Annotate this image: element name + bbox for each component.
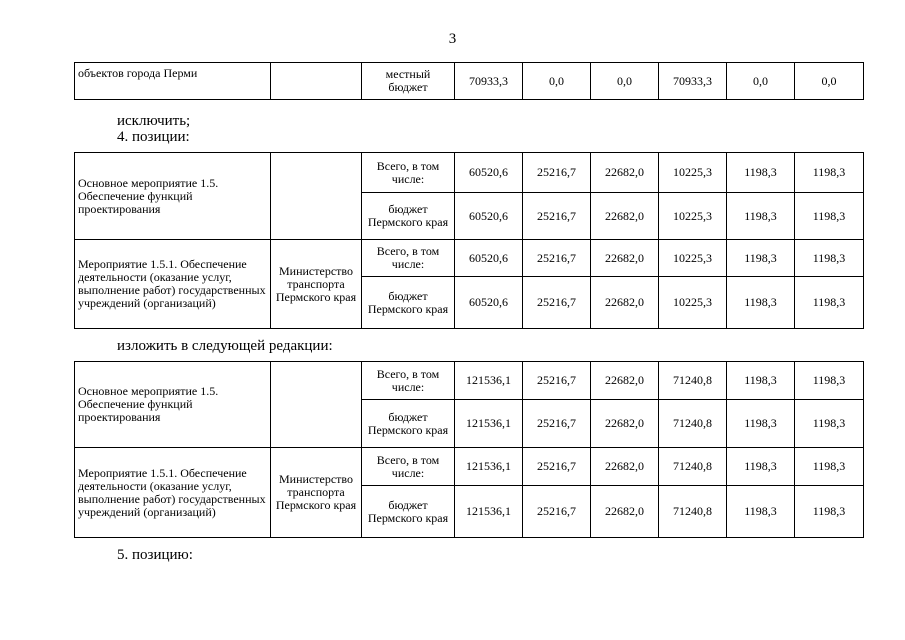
value-cell: 1198,3 (727, 277, 795, 329)
value-cell: 25216,7 (523, 240, 591, 277)
value-cell: 22682,0 (591, 153, 659, 193)
value-cell: 22682,0 (591, 400, 659, 448)
value-cell: 71240,8 (659, 362, 727, 400)
value-cell: 0,0 (523, 63, 591, 100)
value-cell: 22682,0 (591, 362, 659, 400)
row-source: бюджет Пермского края (362, 193, 455, 240)
value-cell: 25216,7 (523, 277, 591, 329)
page-number: 3 (448, 31, 457, 47)
main-event-executor (271, 362, 362, 448)
main-event-name: Основное мероприятие 1.5. Обеспечение функций проектирования (75, 362, 271, 448)
value-cell: 25216,7 (523, 362, 591, 400)
value-cell: 22682,0 (591, 448, 659, 486)
value-cell: 1198,3 (795, 277, 864, 329)
value-cell: 1198,3 (727, 153, 795, 193)
value-cell: 1198,3 (727, 240, 795, 277)
instruction-new-edition: изложить в следующей редакции: (117, 338, 333, 354)
value-cell: 1198,3 (795, 400, 864, 448)
value-cell: 1198,3 (727, 448, 795, 486)
top-table (74, 62, 864, 100)
main-event-name: Основное мероприятие 1.5. Обеспечение функций проектирования (75, 153, 271, 240)
value-cell: 60520,6 (455, 277, 523, 329)
table-new (74, 361, 864, 538)
row-source: Всего, в том числе: (362, 362, 455, 400)
main-event-executor (271, 153, 362, 240)
value-cell: 25216,7 (523, 153, 591, 193)
value-cell: 121536,1 (455, 486, 523, 538)
value-cell: 10225,3 (659, 277, 727, 329)
value-cell: 1198,3 (795, 240, 864, 277)
value-cell: 25216,7 (523, 400, 591, 448)
instruction-exclude: исключить; (117, 113, 191, 129)
row-source: местный бюджет (362, 63, 455, 100)
value-cell: 1198,3 (727, 486, 795, 538)
row-source: бюджет Пермского края (362, 400, 455, 448)
value-cell: 1198,3 (727, 193, 795, 240)
row-source: Всего, в том числе: (362, 448, 455, 486)
value-cell: 25216,7 (523, 193, 591, 240)
sub-event-name: Мероприятие 1.5.1. Обеспечение деятельности (оказание услуг, выполнение работ) государственных учреждений (организаций) (75, 448, 271, 538)
sub-event-executor: Министерство транспорта Пермского края (271, 240, 362, 329)
value-cell: 1198,3 (795, 486, 864, 538)
value-cell: 60520,6 (455, 240, 523, 277)
value-cell: 70933,3 (659, 63, 727, 100)
value-cell: 70933,3 (455, 63, 523, 100)
value-cell: 1198,3 (727, 400, 795, 448)
value-cell: 10225,3 (659, 240, 727, 277)
value-cell: 1198,3 (795, 362, 864, 400)
value-cell: 71240,8 (659, 486, 727, 538)
value-cell: 1198,3 (795, 153, 864, 193)
value-cell: 0,0 (795, 63, 864, 100)
table-old (74, 152, 864, 329)
row-source: бюджет Пермского края (362, 486, 455, 538)
value-cell: 1198,3 (795, 448, 864, 486)
value-cell: 121536,1 (455, 448, 523, 486)
row-source: бюджет Пермского края (362, 277, 455, 329)
sub-event-name: Мероприятие 1.5.1. Обеспечение деятельности (оказание услуг, выполнение работ) государственных учреждений (организаций) (75, 240, 271, 329)
value-cell: 1198,3 (795, 193, 864, 240)
row-executor (271, 63, 362, 100)
instruction-positions-4: 4. позиции: (117, 129, 190, 145)
value-cell: 71240,8 (659, 448, 727, 486)
value-cell: 60520,6 (455, 193, 523, 240)
value-cell: 121536,1 (455, 400, 523, 448)
value-cell: 71240,8 (659, 400, 727, 448)
value-cell: 10225,3 (659, 193, 727, 240)
value-cell: 22682,0 (591, 193, 659, 240)
value-cell: 22682,0 (591, 277, 659, 329)
value-cell: 25216,7 (523, 486, 591, 538)
row-name: объектов города Перми (75, 63, 271, 100)
instruction-position-5: 5. позицию: (117, 547, 193, 563)
value-cell: 121536,1 (455, 362, 523, 400)
row-source: Всего, в том числе: (362, 153, 455, 193)
value-cell: 10225,3 (659, 153, 727, 193)
value-cell: 60520,6 (455, 153, 523, 193)
value-cell: 22682,0 (591, 240, 659, 277)
row-source: Всего, в том числе: (362, 240, 455, 277)
value-cell: 0,0 (727, 63, 795, 100)
sub-event-executor: Министерство транспорта Пермского края (271, 448, 362, 538)
value-cell: 22682,0 (591, 486, 659, 538)
value-cell: 0,0 (591, 63, 659, 100)
value-cell: 1198,3 (727, 362, 795, 400)
value-cell: 25216,7 (523, 448, 591, 486)
